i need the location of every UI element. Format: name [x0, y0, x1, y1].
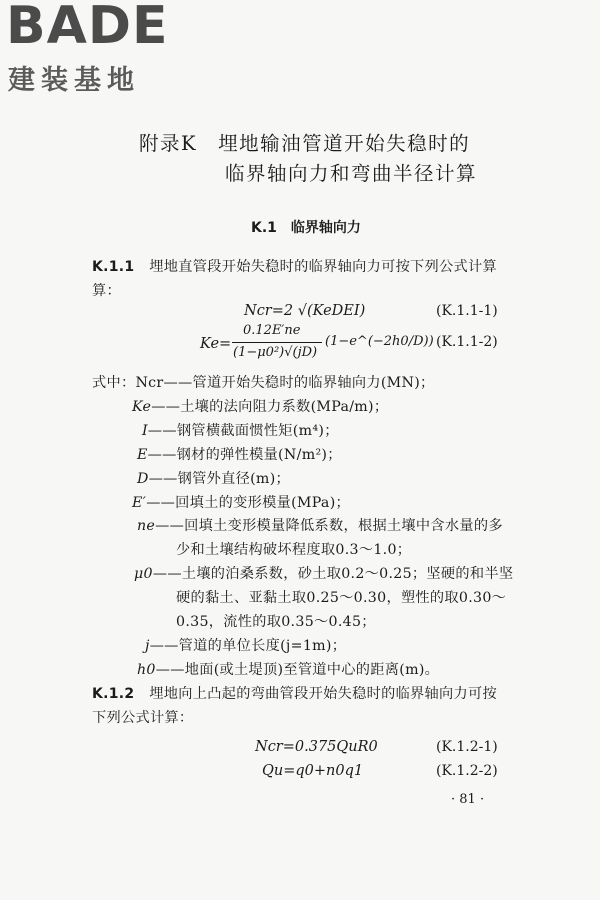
logo-chinese-text: 建装基地 — [8, 65, 140, 96]
definition-symbol: j — [145, 638, 150, 654]
formula-ke-lhs: Ke= — [200, 336, 232, 352]
clause-number: K.1.2 — [92, 686, 135, 702]
definition-text: ——钢管横截面惯性矩(m⁴)； — [147, 423, 339, 439]
definition-text: ——管道的单位长度(j=1m)； — [149, 638, 347, 654]
clause-text: 埋地向上凸起的弯曲管段开始失稳时的临界轴向力可按 — [149, 686, 497, 702]
definition-text: ——土壤的泊桑系数，砂土取0.2～0.25；坚硬的和半坚 — [152, 566, 514, 582]
definition-text: ——回填土的变形模量(MPa)； — [146, 495, 351, 511]
clause-text: 埋地直管段开始失稳时的临界轴向力可按下列公式计算 — [149, 259, 497, 275]
formula-ke-exp: (1−e^(−2h0/D)) — [325, 334, 434, 349]
formula-ke-numerator: 0.12E′ne — [243, 323, 301, 338]
appendix-title-line2: 临界轴向力和弯曲半径计算 — [225, 162, 478, 185]
definition-text: ——钢材的弹性模量(N/m²)； — [147, 447, 342, 463]
definition-text-continued: 0.35，流性的取0.35～0.45； — [176, 614, 376, 630]
definition-text-continued: 少和土壤结构破坏程度取0.3～1.0； — [176, 542, 412, 558]
definition-symbol: E — [137, 447, 148, 463]
definition-text: ——钢管外直径(m)； — [148, 471, 291, 487]
section-heading: K.1 临界轴向力 — [251, 220, 361, 236]
formula-number: (K.1.1-2) — [436, 334, 498, 350]
formula-number: (K.1.2-1) — [436, 739, 498, 755]
formula-ncr: Ncr=2 √(KeDEI) — [244, 303, 366, 319]
clause-text-continued: 下列公式计算： — [92, 710, 194, 726]
definition-text-continued: 硬的黏土、亚黏土取0.25～0.30，塑性的取0.30～ — [176, 590, 507, 606]
definition-symbol: h0 — [137, 662, 156, 678]
definition-symbol: ne — [137, 518, 156, 534]
definition-symbol: D — [137, 471, 149, 487]
formula-ke-denominator: (1−μ0²)√(jD) — [233, 345, 318, 360]
formula-number: (K.1.2-2) — [436, 763, 498, 779]
definition-text: ——回填土变形模量降低系数，根据土壤中含水量的多 — [155, 518, 503, 534]
definition-symbol: E′ — [132, 495, 147, 511]
formula-number: (K.1.1-1) — [436, 303, 498, 319]
appendix-title-line1: 附录K 埋地输油管道开始失稳时的 — [139, 132, 471, 155]
definition-symbol: 式中：Ncr — [92, 375, 164, 391]
definition-symbol: Ke — [132, 399, 152, 415]
logo-brand: BADE — [6, 0, 169, 56]
formula-qu: Qu=q0+n0q1 — [262, 763, 364, 779]
definition-text: ——地面(或土堤顶)至管道中心的距离(m)。 — [155, 662, 440, 678]
definition-text: ——土壤的法向阻力系数(MPa/m)； — [151, 399, 389, 415]
clause-text-continued: 算： — [92, 283, 121, 299]
definition-symbol: μ0 — [134, 566, 153, 582]
definition-symbol: I — [142, 423, 148, 439]
clause-number: K.1.1 — [92, 259, 135, 275]
fraction-bar — [232, 342, 322, 343]
formula-ncr-bend: Ncr=0.375QuR0 — [255, 739, 378, 755]
definition-text: ——管道开始失稳时的临界轴向力(MN)； — [163, 375, 435, 391]
page-number: · 81 · — [451, 792, 485, 807]
